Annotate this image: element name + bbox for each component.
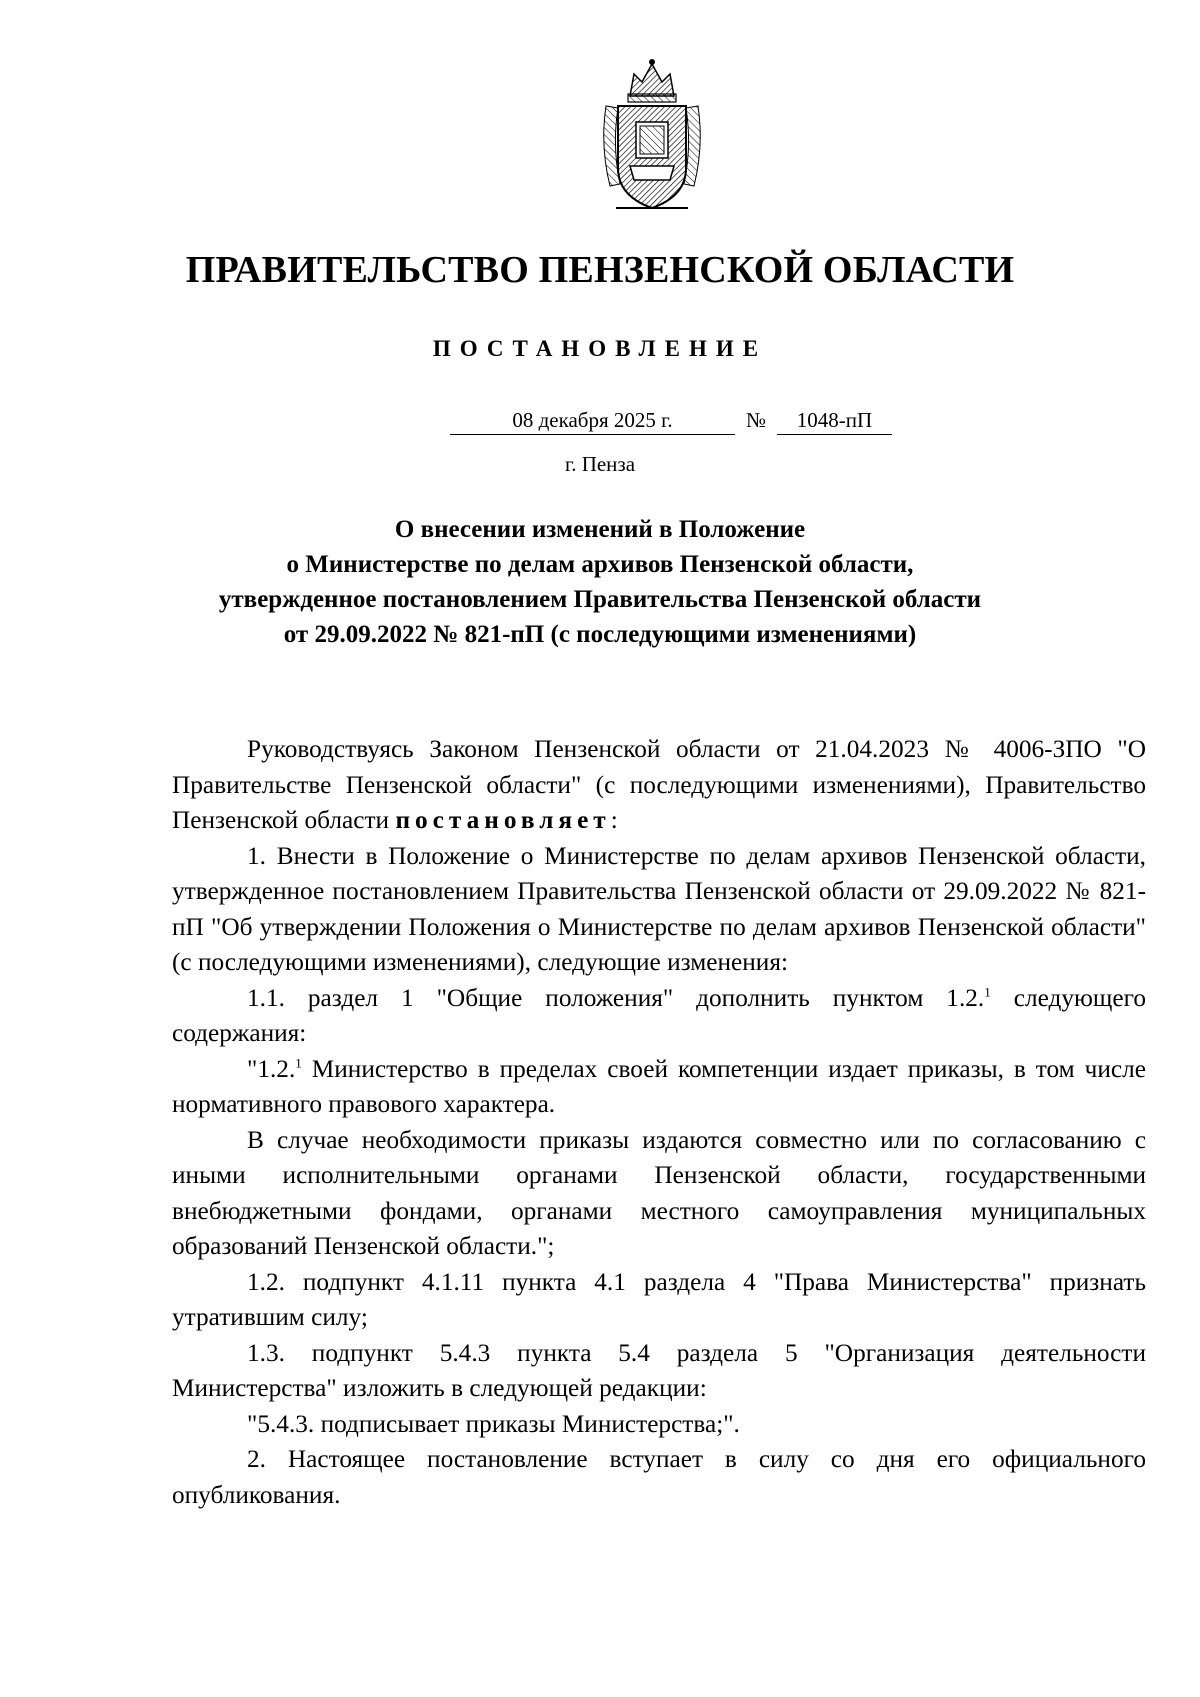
paragraph-item-1-1: [172, 981, 1146, 1052]
document-number: 1048-пП: [777, 408, 892, 435]
paragraph-item-1: 1. Внести в Положение о Министерстве по делам архивов Пензенской области, утвержденное постановлением Правительства Пензенской области от 29.09.2022 № 821-пП "Об утверждении Положения о Министерстве по делам архивов Пензенской области" (с последующими изменениями), следующие изменения:: [172, 841, 1146, 976]
preamble-text: Руководствуясь Законом Пензенской области от 21.04.2023 № 4006-ЗПО "О Правительстве Пензенской области" (с последующими изменениями), Правительство Пензенской области: [172, 735, 1146, 834]
paragraph-item-1-3: 1.3. подпункт 5.4.3 пункта 5.4 раздела 5 "Организация деятельности Министерства" изложить в следующей редакции:: [172, 1338, 1146, 1402]
item-1-1-end: следующего содержания:: [172, 983, 1146, 1047]
pensa-coat-of-arms-icon: [596, 56, 708, 216]
heading-line: от 29.09.2022 № 821-пП (с последующими изменениями): [283, 621, 917, 648]
document-body: [172, 732, 1146, 1513]
document-heading: [160, 512, 1040, 652]
item-1-1-text: 1.1. раздел 1 "Общие положения" дополнить пунктом 1.2.: [247, 983, 985, 1012]
paragraph-item-2: 2. Настоящее постановление вступает в силу со дня его официального опубликования.: [172, 1445, 1146, 1509]
quote-text: Министерство в пределах своей компетенции издает приказы, в том числе нормативного правового характера.: [172, 1054, 1146, 1118]
heading-line: О внесении изменений в Положение: [394, 516, 806, 543]
number-sign: №: [746, 408, 767, 432]
paragraph-quote-1-2-1: [172, 1052, 1146, 1123]
heading-line: о Министерстве по делам архивов Пензенской области,: [286, 551, 914, 578]
paragraph-quote-5-4-3: "5.4.3. подписывает приказы Министерства;".: [247, 1409, 740, 1438]
quote-number: "1.2.: [247, 1054, 296, 1083]
superscript: 1: [295, 1055, 302, 1071]
paragraph-preamble: [172, 732, 1146, 839]
document-date: 08 декабря 2025 г.: [450, 408, 735, 435]
paragraph-quote-continuation: В случае необходимости приказы издаются совместно или по согласованию с иными исполнительными органами Пензенской области, государственными внебюджетными фондами, органами местного самоуправления муниципальных образований Пензенской области.";: [172, 1125, 1146, 1260]
superscript: 1: [984, 984, 991, 1000]
preamble-end: :: [610, 806, 618, 834]
document-city: г. Пенза: [564, 452, 636, 476]
document-type: ПОСТАНОВЛЕНИЕ: [432, 336, 768, 361]
resolves-word: постановляет: [395, 806, 611, 834]
heading-line: утвержденное постановлением Правительства Пензенской области: [218, 586, 982, 613]
paragraph-item-1-2: 1.2. подпункт 4.1.11 пункта 4.1 раздела 4 "Права Министерства" признать утратившим силу;: [172, 1267, 1146, 1331]
organization-title: ПРАВИТЕЛЬСТВО ПЕНЗЕНСКОЙ ОБЛАСТИ: [185, 249, 1015, 291]
